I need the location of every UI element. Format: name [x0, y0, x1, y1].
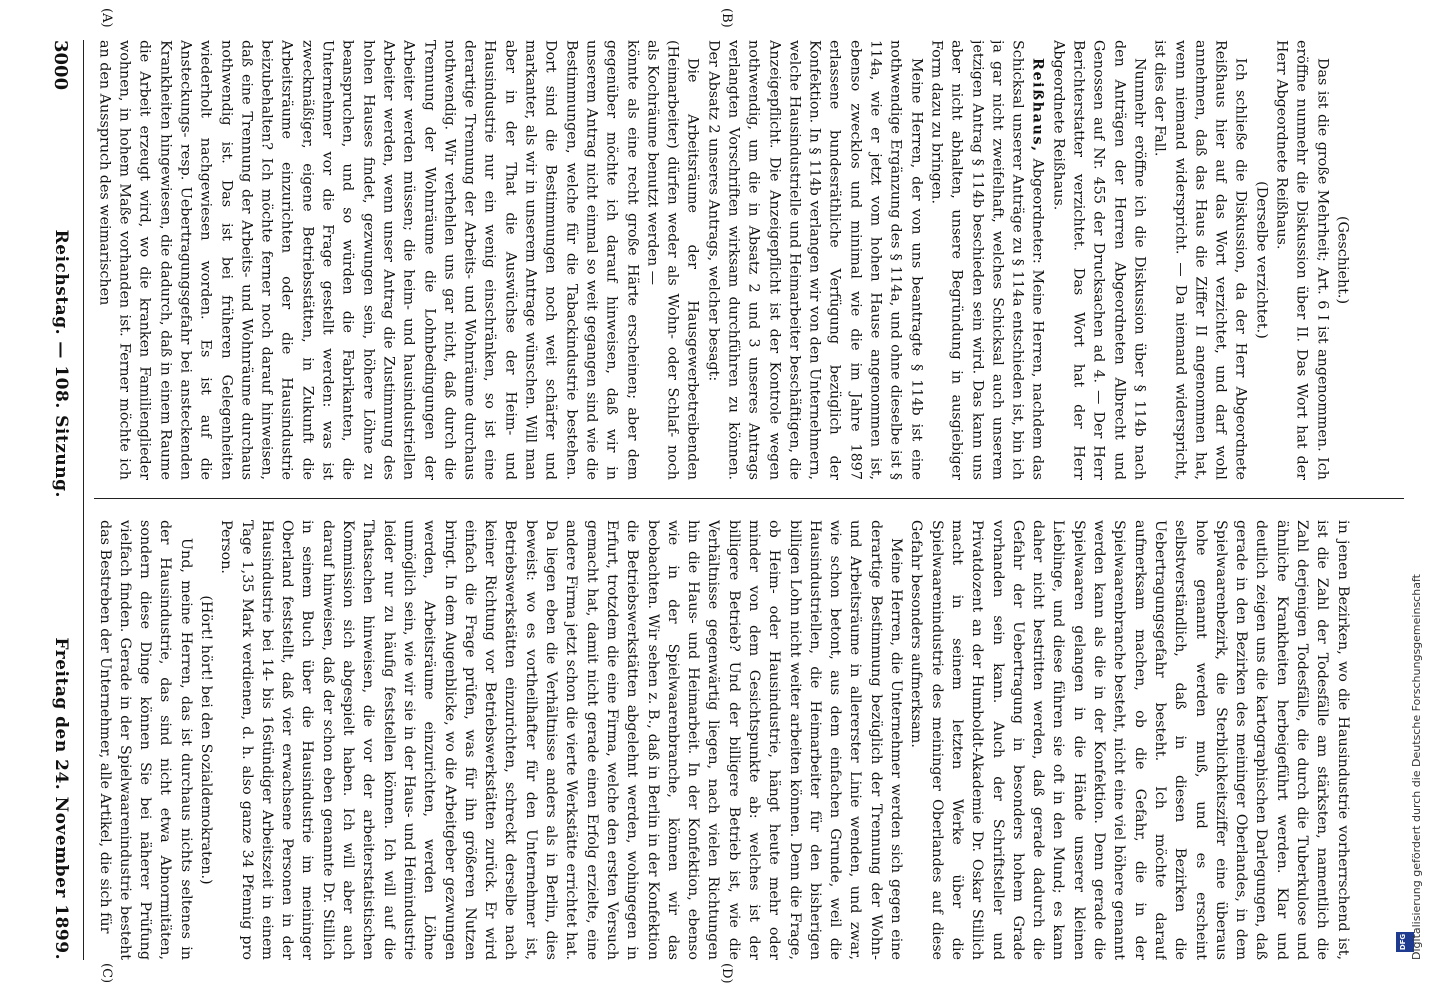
paragraph: Meine Herren, der von uns beantragte § 114b ist eine nothwendige Ergänzung des § 114a, und ohne dieselbe ist § 114a, wie er jetzt vom hohen Hause angenommen ist, ebenso zwecklos und minimal wie die im Jahre 1897 erlassene bundesräthliche Verfügung bezüglich der Konfektion. In § 114b verlangen wir von den Unternehmern, welche Hausindustrielle und Heimarbeiter beschäftigen, die Anzeigepflicht. Die Anzeigepflicht ist der Kontrole wegen nothwendig, um die in Absatz 2 und 3 unseres Antrags verlangten Vorschriften wirksam durchführen zu können. Der Absatz 2 unseres Antrags, welcher besagt: [705, 40, 925, 480]
credit-strip [1408, 30, 1432, 960]
paragraph: Das ist die große Mehrheit; Art. 6 I ist angenommen. Ich eröffne nunmehr die Diskussion über II. Das Wort hat der Herr Abgeordnete Reißhaus. [1273, 40, 1331, 480]
paragraph: in jenen Bezirken, wo die Hausindustrie vorherrschend ist, ist die Zahl der Todesfälle am stärksten, namentlich die Zahl derjenigen Todesfälle, die durch die Tuberkulose und ähnliche Krankheiten herbeigeführt werden. Klar und deutlich zeigen uns die kartographischen Darlegungen, daß gerade in den Bezirken des meininger Oberlandes, in dem Spielwaarenbezirk, die Sterblichkeitsziffer eine überaus hohe genannt werden muß, und es erscheint selbstverständlich, daß in diesen Bezirken die Uebertragungsgefahr besteht. Ich möchte darauf aufmerksam machen, ob die Gefahr, die in der Spielwaarenbranche besteht, nicht eine viel höhere genannt werden kann als die in der Konfektion. Denn gerade die Spielwaaren gelangen in die Hände unserer kleinen Lieblinge, und diese führen sie oft in den Mund; es kann daher nicht bestritten werden, daß gerade dadurch die Gefahr der Uebertragung in besonders hohem Grade vorhanden sein kann. Auch der Schriftsteller und Privatdozent an der Humboldt-Akademie Dr. Oskar Stillich macht in seinem letzten Werke über die Spielwaarenindustrie des meininger Oberlandes auf diese Gefahr besonders aufmerksam. [908, 520, 1351, 960]
header-right-title: Freitag den 24. November 1899. [51, 637, 71, 960]
left-column [94, 40, 1354, 480]
paragraph: könnte als eine recht große Härte erscheinen; aber dem gegenüber möchte ich darauf hinweisen, daß wir in unserem Antrag nicht einmal so weit gegangen sind wie die Bestimmungen, welche für die Tabackindustrie bestehen. Dort sind die Bestimmungen noch weit schärfer und markanter, als wir in unserem Antrage wünschen. Will man aber in der That die Auswüchse der Heim- und Hausindustrie nur ein wenig einschränken, so ist eine derartige Trennung der Arbeits- und Wohnräume durchaus nothwendig. Wir verhehlen uns gar nicht, daß durch die Trennung der Wohnräume die Lohnbedingungen der Arbeiter werden müssen; die heim- und hausindustriellen Arbeiter werden, wenn unser Antrag die Zustimmung des hohen Hauses findet, gezwungen sein, höhere Löhne zu beanspruchen, und so würden die Fabrikanten, die Unternehmer vor die Frage gestellt werden: was ist zweckmäßiger, eigene Betriebsstätten, in Zukunft die Arbeitsräume einzurichten oder die Hausindustrie beizubehalten? Ich möchte ferner noch darauf hinweisen, daß eine Trennung der Arbeits- und Wohnräume durchaus nothwendig ist. Das ist bei früheren Gelegenheiten wiederholt nachgewiesen worden. Es ist auf die Ansteckungs- resp. Uebertragungsgefahr bei ansteckenden Krankheiten hingewiesen, die dadurch, daß in einem Raume die Arbeit erzeugt wird, wo die kranken Familienglieder wohnen, in hohem Maße vorhanden ist. Ferner möchte ich an den Ausspruch des weimarischen [96, 40, 641, 480]
paragraph-note: (Hört! hört! bei den Sozialdemokraten.) [197, 595, 214, 885]
speaker-name: Reißhaus, [1029, 58, 1046, 153]
margin-marker-a: (A) [99, 8, 114, 28]
page-header [46, 40, 76, 960]
paragraph-note: (Derselbe verzichtet.) [1253, 181, 1270, 339]
header-left-title: Reichstag. — 108. Sitzung. [51, 229, 71, 498]
page-number: 3000 [50, 40, 72, 91]
column-rule [94, 498, 1404, 499]
margin-marker-c: (C) [99, 963, 114, 984]
speaker-text: Abgeordneter: Meine Herren, nachdem das Schicksal unserer Anträge zu § 114a entschieden ist, bin ich ja gar nicht zweifelhaft, welches Schicksal auch unserem jetzigen Antrag § 114b beschieden sein wird. Das kann uns aber nicht abhalten, unsere Begründung in ausgiebiger Form dazu zu bringen. [928, 40, 1046, 480]
margin-marker-b: (B) [719, 8, 734, 28]
margin-marker-d: (D) [719, 963, 734, 984]
dfg-logo-text: DFG [1399, 933, 1407, 951]
paragraph: Nunmehr eröffne ich die Diskussion über § 114b nach den Anträgen der Herren Abgeordneten Albrecht und Genossen auf Nr. 455 der Drucksachen ad 4. — Der Herr Berichterstatter verzichtet. Das Wort hat der Herr Abgeordnete Reißhaus. [1050, 40, 1148, 480]
paragraph-note: (Geschieht.) [1334, 215, 1351, 305]
right-column [94, 520, 1354, 960]
quoted-paragraph: Die Arbeitsräume der Hausgewerbetreibenden (Heimarbeiter) dürfen weder als Wohn- oder Schlaf- noch als Kochräume benutzt werden — [644, 40, 701, 480]
paragraph [1352, 40, 1354, 480]
paragraph [926, 40, 1048, 480]
paragraph: Meine Herren, die Unternehmer werden sich gegen eine derartige Bestimmung bezüglich der Trennung der Wohn- und Arbeitsräume in allererster Linie wenden, und zwar, wie schon betont, aus dem einfachen Grunde, weil die Hausindustriellen, die Heimarbeiter für den bisherigen billigen Lohn nicht weiter arbeiten können. Denn die Frage, ob Heim- oder Hausindustrie, hängt heute mehr oder minder von dem Gesichtspunkte ab: welches ist der billigere Betrieb? Und der billigere Betrieb ist, wie die Verhältnisse gegenwärtig liegen, nach vielen Richtungen hin die Haus- und Heimarbeit. In der Konfektion, ebenso wie in der Spielwaarenbranche, können wir das beobachten. Wir sehen z. B., daß in Berlin in der Konfektion die Betriebswerkstätten abgelehnt werden, wohingegen in Erfurt, trotzdem die eine Firma, welche den ersten Versuch gemacht hat, damit nicht gerade einen Erfolg erzielte, eine andere Firma jetzt schon die vierte Werkstätte errichtet hat. Da liegen eben die Verhältnisse anders als in Berlin, dies beweist: wo es vortheilhafter für den Unternehmer ist, Betriebswerkstätten einzurichten, schreckt derselbe nach keiner Richtung vor Betriebswerkstätten zurück. Er wird einfach die Frage prüfen, was für ihn größeren Nutzen bringt. In dem Augenblicke, wo die Arbeitgeber gezwungen werden, Arbeitsräume einzurichten, werden Löhne unmöglich sein, wie wir sie in der Haus- und Heimindustrie leider nur zu häufig feststellen können. Ich will auf die Thatsachen hinweisen, die vor der arbeiterstatistischen Kommission sich abgespielt haben. Ich will aber auch darauf hinweisen, daß der schon eben genannte Dr. Stillich in seinem Buch über die Hausindustrie im meininger Oberland feststellt, daß vier erwachsene Personen in der Hausindustrie bei 14- bis 16stündiger Arbeitszeit in einem Tage 1,35 Mark verdienen, d. h. also ganze 34 Pfennig pro Person. [218, 520, 904, 960]
header-rule [83, 40, 84, 960]
paragraph: Und, meine Herren, das ist durchaus nichts seltenes in der Hausindustrie, das sind nicht etwa Abnormitäten, sondern diese Dinge können Sie bei näherer Prüfung vielfach finden. Gerade in der Spielwaarenindustrie besteht das Bestreben der Unternehmer, alle Artikel, die sich für [96, 520, 194, 960]
paragraph: Ich schließe die Diskussion, da der Herr Abgeordnete Reißhaus hier auf das Wort verzichtet, und darf wohl annehmen, daß das Haus die Ziffer II angenommen hat, wenn niemand widerspricht. — Da niemand widerspricht, ist dies der Fall. [1151, 40, 1249, 480]
digitization-note: Digitalisierung gefördert durch die Deutsche Forschungsgemeinschaft [1410, 574, 1423, 960]
